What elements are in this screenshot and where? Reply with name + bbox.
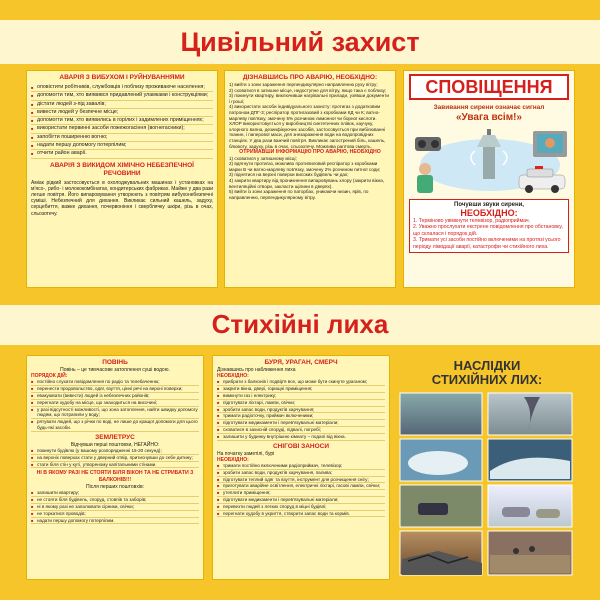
info-line: 4) закрити квартиру від проникнення випаровувань хлору (закрити вікна, вентиляційні отвори, закласти щілини в дверях). [229, 178, 385, 189]
panel-accident [224, 70, 396, 288]
box-title-necessary: НЕОБХІДНО: [460, 208, 518, 218]
accident-header: ДІЗНАВШИСЬ ПРО АВАРІЮ, НЕОБХІДНО: [242, 74, 378, 81]
tv-icon [533, 131, 567, 157]
box-title: Почувши звуки сирени, [454, 202, 524, 208]
notification-subtitle: Завивання сирени означає сигнал [433, 104, 545, 111]
consequences-title-2: СТИХІЙНИХ ЛИХ: [431, 372, 543, 387]
flood-list [31, 379, 199, 431]
siren-step: 2. Уважно прослухати екстрене повідомлення про обстановку, що склалася і порядок дій. [413, 224, 563, 237]
explosion-list [31, 84, 213, 159]
quake-warning: НІ В ЯКОМУ РАЗІ НЕ СТОЯТИ БІЛЯ ВІКОН ТА НЕ СТРИБАТИ З БАЛКОНІВ!!! [36, 470, 194, 483]
list-item: ■ евакуювати (вивести) людей із небезпечних районів; [31, 393, 199, 400]
list-item: ■ запобігти поширенню вогню; [31, 134, 213, 142]
quake-list [31, 448, 199, 468]
list-item: ■ оповістити робітників, службовців і поблизу проживаюче населення; [31, 84, 213, 92]
explosion-header: АВАРІЯ З ВИБУХОМ І РУЙНУВАННЯМИ [59, 74, 185, 81]
after-list [31, 490, 199, 524]
list-item: ■ покинути будівлю (у вашому розпорядженні 15-20 секунд); [31, 448, 199, 455]
notification-signal: «Увага всім!» [455, 112, 522, 123]
info-header: ОТРИМАВШИ ІНФОРМАЦІЮ ПРО АВАРІЮ, НЕОБХІДНО [239, 149, 381, 156]
list-item: ■ вимкнути газ і електрику; [217, 393, 385, 400]
panel-consequences [398, 355, 576, 580]
list-item: ■ тримати радіоточку, приймач включеними; [217, 413, 385, 420]
person-icon [417, 163, 433, 193]
list-item: ■ перегнати худобу на місце, що знаходиться на височині; [31, 400, 199, 407]
storm-list [217, 379, 385, 440]
siren-step: 1. Терміново увімкнути телевізор, радіоприймач. [413, 218, 531, 224]
list-item: ■ дістати людей з-під завалів; [31, 101, 213, 109]
storm-intro: Дізнавшись про наближення лиха [217, 367, 296, 373]
list-item: ■ залишити квартиру; [31, 490, 199, 497]
list-item: ■ зробити запас води, продуктів харчування, палива; [217, 470, 385, 477]
list-item: ■ перевезти людей з легких споруд в міцні будівлі; [217, 504, 385, 511]
siren-instructions-box [409, 199, 569, 253]
list-item: ■ у разі відсутності можливості, що зона затоплення, найти швидку допомогу людям, що потрапили у воду; [31, 407, 199, 420]
list-item: ■ перегнати худобу в укриття, створити запас води та кормів. [217, 511, 385, 518]
list-item: ■ постійно слухати повідомлення по радіо та телебаченню; [31, 379, 199, 386]
list-item: ■ надати першу допомогу потерпілим; [31, 142, 213, 150]
list-item: ■ стати біля стін у куті, утвореному капітальними стінами. [31, 462, 199, 469]
flood-order: ПОРЯДОК ДІЙ: [31, 373, 68, 380]
panel-explosion [26, 70, 218, 288]
accident-line: 3) покинути квартиру, виключивши нагрівальні прилади, узявши документи і гроші; [229, 93, 389, 104]
panel-notification [403, 70, 575, 288]
flood-intro: Повінь – це тимчасове затоплення суші водою. [60, 367, 170, 373]
list-item: ■ отчити район аварії. [31, 150, 213, 158]
list-item: ■ підготувати теплий одяг та взуття, інструмент для розчищення снігу; [217, 477, 385, 484]
flood-header: ПОВІНЬ [102, 359, 128, 366]
top-title: Цивільний захист [180, 27, 420, 57]
photo-snow-cars [488, 485, 572, 527]
list-item: ■ на верхніх поверхах стати у дверний отвір, притиснувши до себе дитину; [31, 455, 199, 462]
siren-illustration [407, 125, 573, 197]
siren-step: 3. Тримати усі засоби постійно включеними на протязі усього періоду ліквідації аварії, катастрофи чи стихійного лиха. [413, 237, 561, 250]
snow-list [217, 463, 385, 517]
info-line: 3) піднятися на верхні поверхи високих будівель чи дах; [229, 172, 349, 178]
list-item: ■ не торкатися проводів; [31, 511, 199, 518]
accident-line: 2) сховатися в затишне місце, недоступне для вітру, якщо така є поблизу; [229, 87, 387, 93]
list-item: ■ вивести людей у безпечне місце; [31, 109, 213, 117]
quake-intro: Відчувши перші поштовхи, НЕГАЙНО: [70, 441, 160, 448]
list-item: ■ допомогти тим, хто виявились в горілих і задимлених приміщеннях; [31, 117, 213, 125]
accident-line: 1) вийти з зони зараження перпендикулярно направленню руху вітру; [229, 82, 378, 87]
notification-title: СПОВІЩЕННЯ [409, 74, 569, 100]
quake-header: ЗЕМЛЕТРУС [95, 433, 135, 441]
snow-header: СНІГОВІ ЗАНОСИ [272, 442, 330, 450]
list-item: ■ підготувати медикаменти і перев'язувальні матеріали; [217, 420, 385, 427]
chemical-header: АВАРІЯ З ВИКИДОМ ХІМІЧНО НЕБЕЗПЕЧНОЇ РЕЧОВИНИ [50, 161, 194, 177]
disaster-photos [398, 391, 576, 579]
storm-need: НЕОБХІДНО: [217, 373, 249, 380]
after-intro: Після перших поштовхів: [85, 484, 144, 491]
snow-need: НЕОБХІДНО: [217, 456, 249, 463]
panel-storm [212, 355, 390, 580]
list-item: ■ приготувати аварійне освітлення, електричні ліхтарі, гасові лампи, свічки; [217, 483, 385, 490]
info-line: 1) сховатися у затишному місці; [229, 155, 297, 161]
list-item: ■ використати первинні засоби пожежогасіння (вогнегасники); [31, 125, 213, 133]
list-item: ■ утеплити приміщення; [217, 490, 385, 497]
list-item: ■ ні в якому разі не запалювати сірники, свічки; [31, 504, 199, 511]
list-item: ■ прибрати з балконів і подвір'я все, що може бути скинуте ураганом; [217, 379, 385, 386]
list-item: ■ підготувати медикаменти і перев'язувальні матеріали; [217, 497, 385, 504]
list-item: ■ не стояти біля будівель, споруд, стовпів та заборів; [31, 497, 199, 504]
accident-line: 4) використати засоби індивідуального захисту: протигаз з додатковим патроном ДПГ-3; респіратор протигазовий з коробками КД чи К; ватно-марлеву пов'язку, змочену 5% розчином лимонної чи борної кислоти. [229, 104, 381, 121]
photo-flooded-street [400, 393, 482, 435]
list-item: ■ підготувати ліхтарі, лампи, свічки; [217, 400, 385, 407]
list-item: ■ залишити у будинку внутрішню кімнату – подалі від вікна. [217, 434, 385, 441]
list-item: ■ рятувати людей, що з річки по воді, не лише до кращої допомоги для цього будь-які засоби. [31, 419, 199, 432]
consequences-title: НАСЛІДКИ [453, 358, 521, 373]
list-item: ■ тримати постійно включеними радіоприймач, телевізор; [217, 463, 385, 470]
list-item: ■ закрити вікна, двері, горищні приміщення; [217, 386, 385, 393]
chemical-text: Аміак рідкий застосовується в охолоджувальних машинах і установках на м'ясо-, рибо- і молококомбінатах, кондитерських фабриках. Майже у два рази легше повітря. Його випаровування утворюють з повітрям вибухонебезпечні суміші. Небезпечний для дихання. Викликає сильний кашель, задуху, серцебиття, важке дихання, почервоніння і сверблячку шкіри, різь в очах, сльозотечу. [31, 179, 213, 217]
snow-intro: На початку заметілі, бурі [217, 450, 275, 457]
info-line: 5) вийти із зони зараження по паторбах, уникаючи низин, ярів, по направленню, перпендикулярному вітру. [229, 189, 369, 200]
list-item: ■ перенести продовольство, одяг, взуття, цінні речі на верхні поверхи; [31, 386, 199, 393]
list-item: ■ зробити запас води, продуктів харчування; [217, 407, 385, 414]
bottom-title: Стихійні лиха [211, 309, 389, 339]
panel-flood [26, 355, 204, 580]
chlorine-text: ХЛОР використовується у виробництві синтетичних плівок, каучуку, хлорного вапна, дезинфікуючих засобів, застосовується при вибілюванні тканин, і паперової маси, для знезараження води на водопровідних станціях. У два рази важчий повітря. Викликає загострений біль, кашель, блювоту, задуху, різь в очах, сльозотечу. Можлива раптова смерть. [229, 121, 386, 149]
storm-header: БУРЯ, УРАГАН, СМЕРЧ [264, 359, 338, 366]
list-item: ■ надати першу допомогу потерпілим. [31, 518, 199, 525]
list-item: ■ допомогти тим, хто виявився придавлений уламками і конструкціями; [31, 92, 213, 100]
list-item: ■ сховатися в захисній споруді, підвалі, погребі; [217, 427, 385, 434]
info-line: 2) вдягнути протигаз, можливо протипиловий респіратор з коробками марки В чи ватно-марлеву пов'язку, змочену 2% розчином питної соди; [229, 161, 381, 172]
radio-icon [415, 137, 441, 151]
